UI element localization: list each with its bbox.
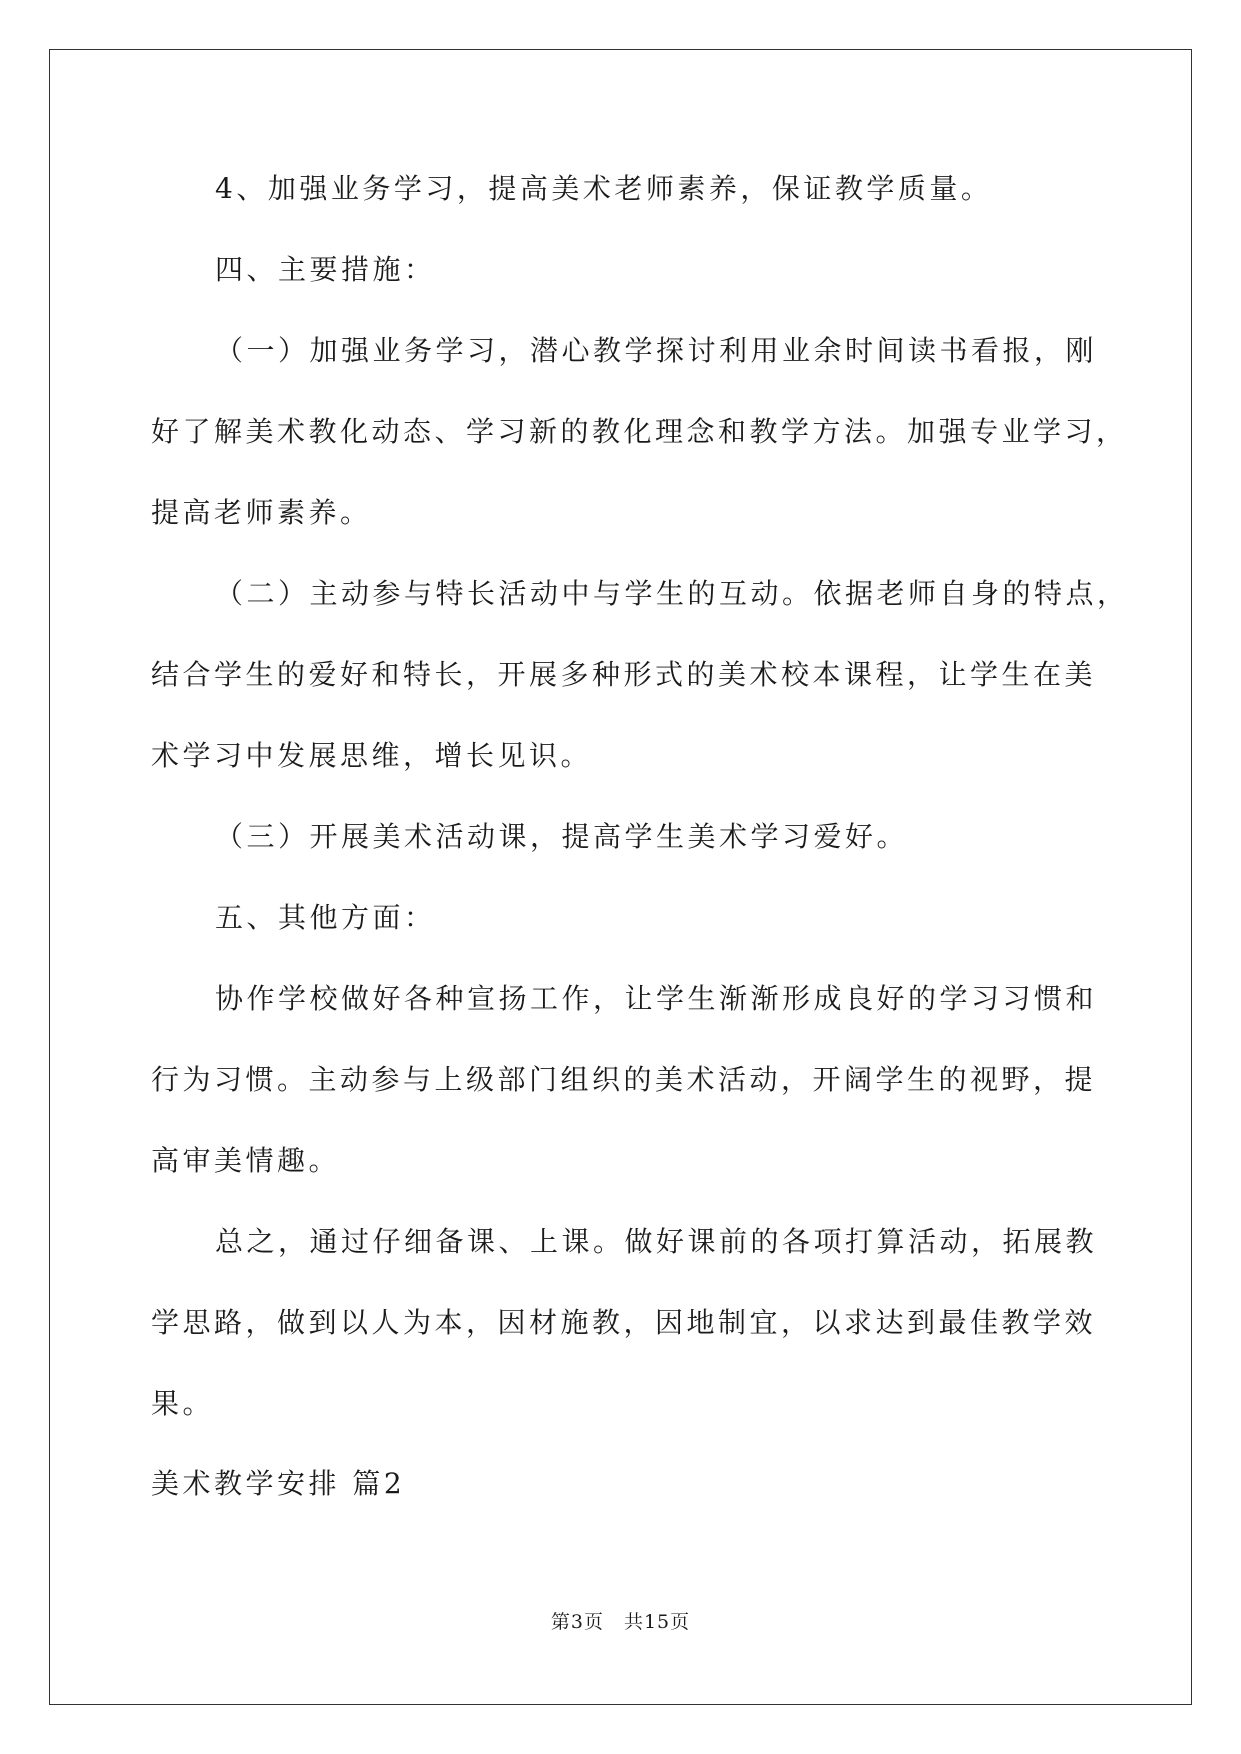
paragraph-7-line-1: 协作学校做好各种宣扬工作，让学生渐渐形成良好的学习习惯和 [215,982,1098,1015]
paragraph-4-line-3: 术学习中发展思维，增长见识。 [151,739,593,772]
paragraph-3-line-1: （一）加强业务学习，潜心教学探讨利用业余时间读书看报，刚 [215,334,1098,367]
paragraph-8-line-2: 学思路，做到以人为本，因材施教，因地制宜，以求达到最佳教学效 [151,1306,1097,1339]
paragraph-3-line-2: 好了解美术教化动态、学习新的教化理念和教学方法。加强专业学习， [151,415,1128,448]
paragraph-8-line-1: 总之，通过仔细备课、上课。做好课前的各项打算活动，拓展教 [215,1225,1098,1258]
section-heading: 美术教学安排 篇2 [151,1467,406,1500]
paragraph-4-line-2: 结合学生的爱好和特长，开展多种形式的美术校本课程，让学生在美 [151,658,1097,691]
paragraph-7-line-3: 高审美情趣。 [151,1144,341,1177]
paragraph-5-line-1: （三）开展美术活动课，提高学生美术学习爱好。 [215,820,909,853]
document-body [151,0,1129,1600]
heading-other-aspects: 五、其他方面： [215,901,436,934]
heading-main-measures: 四、主要措施： [215,253,436,286]
paragraph-3-line-3: 提高老师素养。 [151,496,372,529]
page-number-footer: 第3页 共15页 [550,1611,691,1633]
paragraph-4-line-1: （二）主动参与特长活动中与学生的互动。依据老师自身的特点， [215,577,1129,610]
paragraph-8-line-3: 果。 [151,1387,215,1420]
paragraph-7-line-2: 行为习惯。主动参与上级部门组织的美术活动，开阔学生的视野，提 [151,1063,1097,1096]
paragraph-1-line-1: 4、加强业务学习，提高美术老师素养，保证教学质量。 [215,172,993,205]
